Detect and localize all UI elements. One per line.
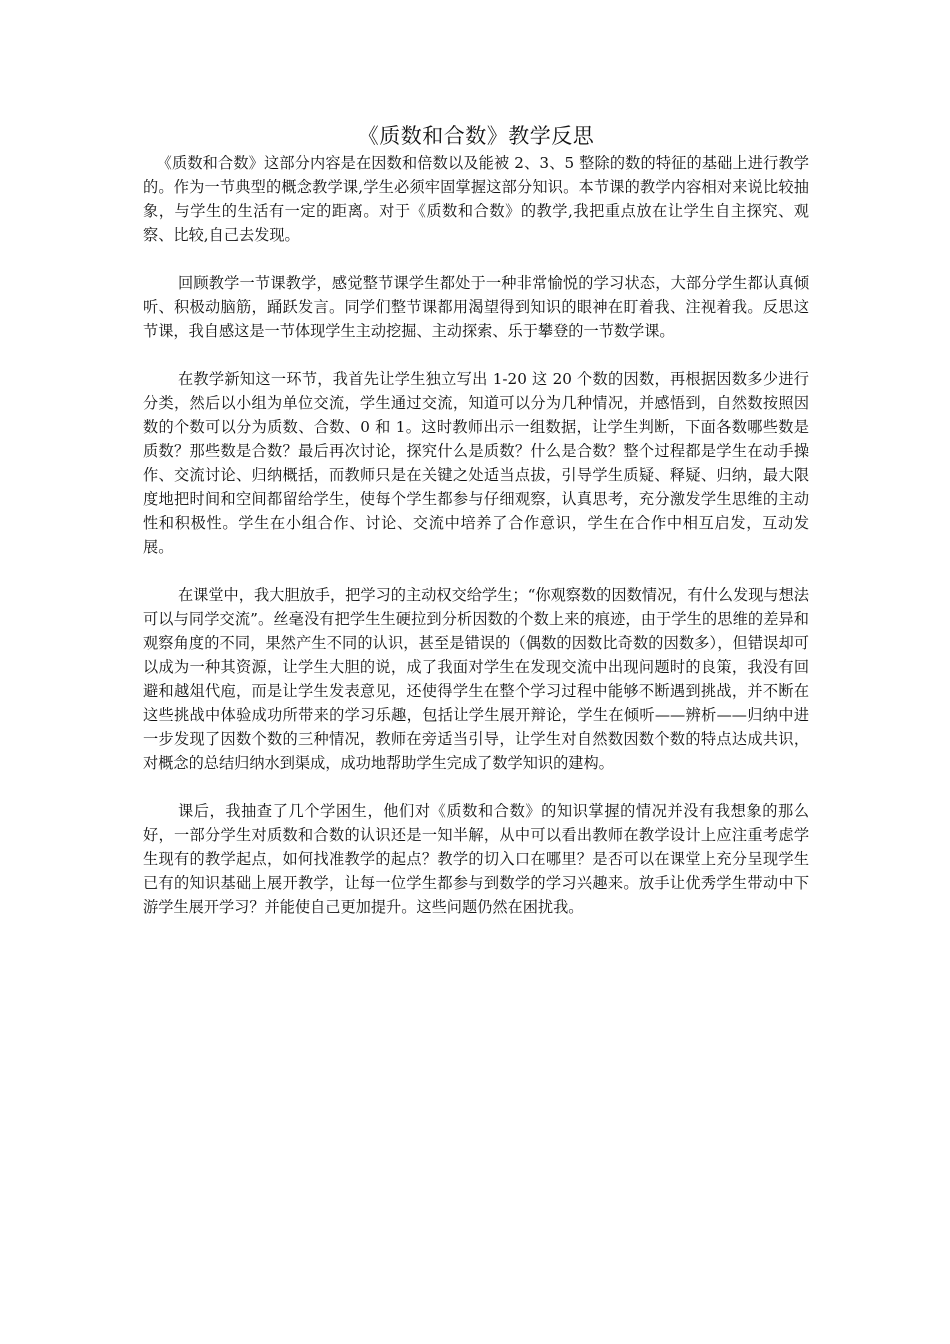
paragraph-gap	[143, 343, 809, 367]
document-title: 《质数和合数》教学反思	[357, 124, 595, 148]
paragraph-gap	[143, 775, 809, 799]
paragraph-3: 在教学新知这一环节，我首先让学生独立写出 1-20 这 20 个数的因数，再根据因数多少进行分类，然后以小组为单位交流，学生通过交流，知道可以分为几种情况，并感悟到，自然数按照因数的个数可以分为质数、合数、0 和 1。这时教师出示一组数据，让学生判断，下面各数哪些数是质数？那些数是合数？最后再次讨论，探究什么是质数？什么是合数？整个过程都是学生在动手操作、交流讨论、归纳概括，而教师只是在关键之处适当点拔，引导学生质疑、释疑、归纳，最大限度地把时间和空间都留给学生，使每个学生都参与仔细观察，认真思考，充分激发学生思维的主动性和积极性。学生在小组合作、讨论、交流中培养了合作意识，学生在合作中相互启发，互动发展。	[143, 370, 809, 556]
paragraph-2: 回顾教学一节课教学，感觉整节课学生都处于一种非常愉悦的学习状态，大部分学生都认真倾听、积极动脑筋，踊跃发言。同学们整节课都用渴望得到知识的眼神在盯着我、注视着我。反思这节课，我自感这是一节体现学生主动挖掘、主动探索、乐于攀登的一节数学课。	[143, 274, 809, 340]
document-page	[143, 121, 809, 919]
paragraph-1: 《质数和合数》这部分内容是在因数和倍数以及能被 2、3、5 整除的数的特征的基础上进行教学的。作为一节典型的概念教学课,学生必须牢固掌握这部分知识。本节课的教学内容相对来说比较抽象，与学生的生活有一定的距离。对于《质数和合数》的教学,我把重点放在让学生自主探究、观察、比较,自己去发现。	[143, 154, 809, 244]
paragraph-4: 在课堂中，我大胆放手，把学习的主动权交给学生；“你观察数的因数情况，有什么发现与想法可以与同学交流”。丝毫没有把学生生硬拉到分析因数的个数上来的痕迹，由于学生的思维的差异和观察角度的不同，果然产生不同的认识，甚至是错误的（偶数的因数比奇数的因数多），但错误却可以成为一种其资源，让学生大胆的说，成了我面对学生在发现交流中出现问题时的良策，我没有回避和越俎代庖，而是让学生发表意见，还使得学生在整个学习过程中能够不断遇到挑战，并不断在这些挑战中体验成功所带来的学习乐趣，包括让学生展开辩论，学生在倾听——辨析——归纳中进一步发现了因数个数的三种情况，教师在旁适当引导，让学生对自然数因数个数的特点达成共识，对概念的总结归纳水到渠成，成功地帮助学生完成了数学知识的建构。	[143, 586, 809, 772]
paragraph-gap	[143, 559, 809, 583]
paragraph-gap	[143, 247, 809, 271]
paragraph-5: 课后，我抽查了几个学困生，他们对《质数和合数》的知识掌握的情况并没有我想象的那么好，一部分学生对质数和合数的认识还是一知半解，从中可以看出教师在教学设计上应注重考虑学生现有的教学起点，如何找准教学的起点？教学的切入口在哪里？是否可以在课堂上充分呈现学生已有的知识基础上展开教学，让每一位学生都参与到数学的学习兴趣来。放手让优秀学生带动中下游学生展开学习？并能使自己更加提升。这些问题仍然在困扰我。	[143, 802, 809, 916]
